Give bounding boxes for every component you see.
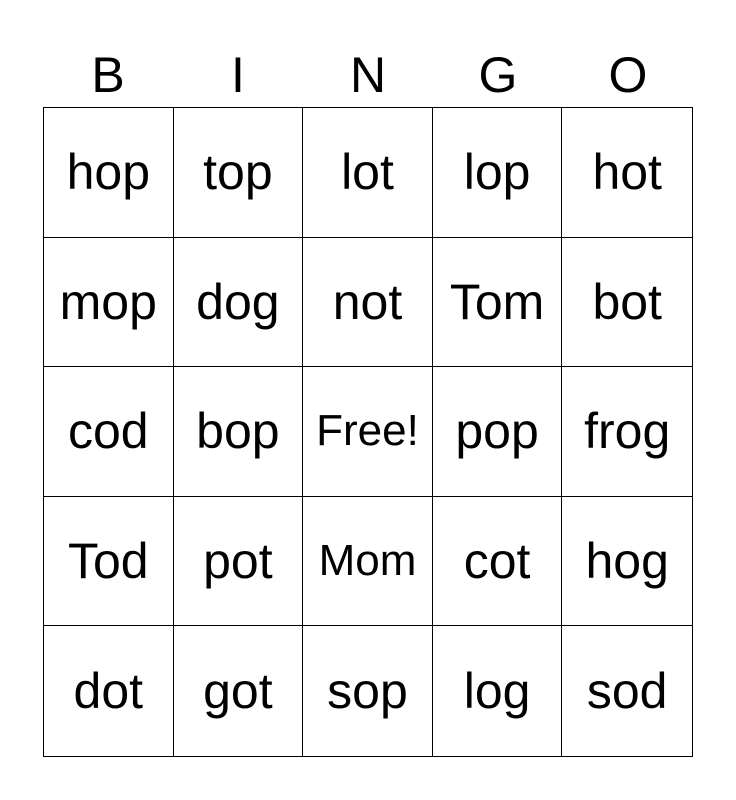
bingo-cell[interactable]: pop	[433, 367, 563, 497]
bingo-cell[interactable]: dog	[174, 238, 304, 368]
bingo-cell[interactable]: frog	[562, 367, 692, 497]
bingo-cell[interactable]: bop	[174, 367, 304, 497]
header-letter-n: N	[349, 47, 387, 103]
free-space-cell[interactable]: Free!	[303, 367, 433, 497]
bingo-cell[interactable]: cot	[433, 497, 563, 627]
bingo-cell[interactable]: bot	[562, 238, 692, 368]
bingo-cell[interactable]: sop	[303, 626, 433, 756]
bingo-cell[interactable]: top	[174, 108, 304, 238]
bingo-cell[interactable]: not	[303, 238, 433, 368]
header-letter-b: B	[91, 47, 125, 103]
bingo-cell[interactable]: dot	[44, 626, 174, 756]
bingo-cell[interactable]: hot	[562, 108, 692, 238]
header-letter-o: O	[608, 47, 648, 103]
bingo-cell[interactable]: pot	[174, 497, 304, 627]
bingo-cell[interactable]: hop	[44, 108, 174, 238]
bingo-cell[interactable]: Mom	[303, 497, 433, 627]
bingo-header	[43, 40, 693, 106]
header-letter-g: G	[478, 47, 518, 103]
bingo-cell[interactable]: Tom	[433, 238, 563, 368]
bingo-cell[interactable]: log	[433, 626, 563, 756]
bingo-board	[43, 107, 693, 757]
bingo-cell[interactable]: Tod	[44, 497, 174, 627]
bingo-cell[interactable]: lop	[433, 108, 563, 238]
bingo-cell[interactable]: mop	[44, 238, 174, 368]
bingo-cell[interactable]: lot	[303, 108, 433, 238]
bingo-cell[interactable]: sod	[586, 663, 668, 720]
bingo-cell[interactable]: got	[174, 626, 304, 756]
bingo-cell[interactable]: cod	[44, 367, 174, 497]
bingo-cell[interactable]: hog	[562, 497, 692, 627]
header-letter-i: I	[231, 47, 245, 103]
